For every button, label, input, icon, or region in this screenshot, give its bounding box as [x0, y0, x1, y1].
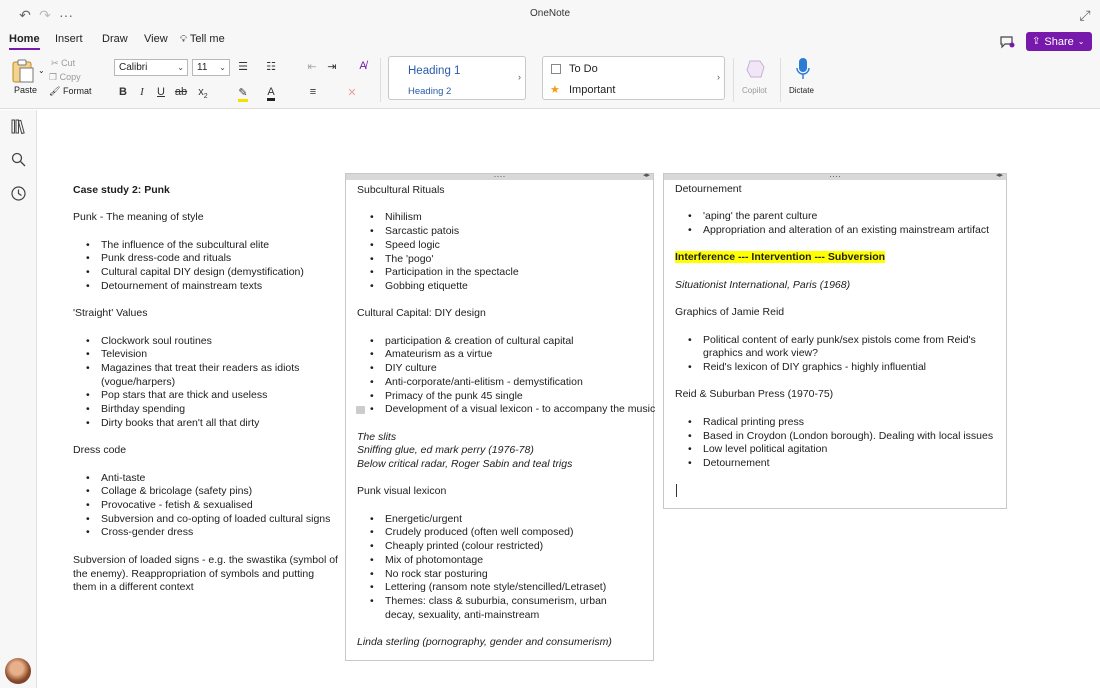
- tab-insert[interactable]: Insert: [55, 33, 83, 45]
- note-paragraph: Punk - The meaning of style: [73, 211, 204, 224]
- resize-handle-icon[interactable]: ◂▸: [642, 172, 650, 179]
- bullet-list: [357, 513, 653, 623]
- font-family-select[interactable]: Calibri ⌄: [114, 59, 188, 76]
- bullet-list: [357, 211, 653, 293]
- paste-label[interactable]: Paste: [14, 85, 38, 95]
- list-item: • Provocative - fetish & sexualised: [101, 499, 338, 513]
- list-item: • Clockwork soul routines: [101, 335, 338, 349]
- font-size-select[interactable]: 11 ⌄: [192, 59, 230, 76]
- list-item: • The influence of the subcultural elite: [101, 239, 338, 253]
- tab-draw[interactable]: Draw: [102, 33, 128, 45]
- list-item: • Anti-taste: [101, 472, 338, 486]
- container-drag-handle[interactable]: [664, 171, 1006, 181]
- list-item: • Cheaply printed (colour restricted): [385, 540, 653, 554]
- list-item: • Political content of early punk/sex pistols come from Reid's graphics and work view?: [703, 334, 983, 361]
- list-item: • Mix of photomontage: [385, 554, 653, 568]
- page-title: Case study 2: Punk: [73, 184, 170, 196]
- tell-me-label: Tell me: [189, 33, 225, 45]
- list-item: • No rock star posturing: [385, 568, 653, 582]
- paste-icon[interactable]: [11, 58, 35, 84]
- bullet-list: [357, 334, 656, 417]
- format-painter-button[interactable]: 🖌︎ Format: [49, 86, 92, 96]
- list-item: • DIY culture: [385, 362, 653, 376]
- scissors-icon: ✂︎: [51, 58, 59, 68]
- resize-handle-icon[interactable]: ◂▸: [995, 172, 1003, 179]
- note-paragraph: Linda sterling (pornography, gender and consumerism): [357, 636, 612, 649]
- list-item: • Punk dress-code and rituals: [101, 252, 338, 266]
- underline-button[interactable]: U: [157, 86, 165, 98]
- note-paragraph: Subcultural Rituals: [357, 184, 445, 196]
- bullet-list: [73, 335, 338, 431]
- cut-button[interactable]: ✂︎ Cut: [51, 58, 76, 68]
- lightbulb-icon: 💡︎: [180, 34, 187, 45]
- title-bar: [0, 0, 1100, 30]
- list-item: • Radical printing press: [703, 416, 1005, 430]
- tab-home[interactable]: Home: [9, 33, 40, 45]
- list-item: • Cultural capital DIY design (demystification): [101, 266, 338, 280]
- list-item: • Collage & bricolage (safety pins): [101, 485, 338, 499]
- ribbon-toolbar: [0, 52, 1100, 109]
- numbered-list-icon[interactable]: ☷: [266, 61, 276, 73]
- avatar[interactable]: [5, 658, 31, 684]
- tell-me-search[interactable]: [180, 33, 225, 45]
- ribbon-divider: [380, 58, 381, 102]
- styles-gallery[interactable]: [388, 56, 526, 100]
- note-paragraph: Below critical radar, Roger Sabin and teal trigs: [357, 458, 573, 470]
- list-item: • Themes: class & suburbia, consumerism, urban decay, sexuality, anti-mainstream: [385, 595, 635, 622]
- list-item: • Birthday spending: [101, 403, 338, 417]
- list-item: • Energetic/urgent: [385, 513, 653, 527]
- list-item: • Low level political agitation: [703, 443, 1005, 457]
- list-item: • Magazines that treat their readers as idiots (vogue/harpers): [101, 362, 338, 389]
- note-paragraph: Cultural Capital: DIY design: [357, 307, 486, 320]
- strikethrough-button[interactable]: ab: [174, 86, 188, 98]
- copilot-label[interactable]: Copilot: [742, 86, 767, 95]
- copy-button[interactable]: ❐ Copy: [49, 72, 81, 82]
- bullet-list-icon[interactable]: ☰: [238, 61, 248, 73]
- share-button[interactable]: [1026, 32, 1092, 51]
- chevron-right-icon[interactable]: ›: [518, 72, 521, 82]
- increase-indent-icon[interactable]: ⇥: [327, 61, 337, 73]
- highlight-icon[interactable]: ✎: [236, 86, 250, 99]
- copilot-icon[interactable]: [744, 58, 768, 80]
- note-column-2[interactable]: [357, 184, 656, 650]
- note-paragraph: 'Straight' Values: [73, 307, 148, 320]
- list-item: • Sarcastic patois: [385, 225, 653, 239]
- chevron-down-icon: ⌄: [219, 63, 226, 72]
- list-item: • Detournement of mainstream texts: [101, 280, 338, 294]
- container-drag-handle[interactable]: [346, 171, 653, 181]
- list-item: • Lettering (ransom note style/stencilled/Letraset): [385, 581, 653, 595]
- note-column-3[interactable]: [675, 183, 1005, 471]
- styles-pane-icon[interactable]: A̸: [359, 60, 367, 72]
- note-column-1[interactable]: [73, 184, 338, 595]
- list-item: • Speed logic: [385, 239, 653, 253]
- align-icon[interactable]: ≡: [309, 86, 317, 98]
- copy-icon: ❐: [49, 72, 58, 82]
- window-title: OneNote: [529, 8, 571, 19]
- share-label: Share: [1044, 35, 1074, 48]
- list-item: • The 'pogo': [385, 253, 653, 267]
- recent-notes-icon[interactable]: [10, 185, 27, 202]
- list-item: • Amateurism as a virtue: [385, 348, 653, 362]
- chevron-down-icon: ⌄: [1077, 37, 1085, 46]
- list-item: • Primacy of the punk 45 single: [385, 390, 653, 404]
- notebooks-icon[interactable]: [10, 118, 27, 135]
- clear-formatting-icon[interactable]: ✕: [347, 87, 357, 99]
- comments-icon[interactable]: [999, 35, 1015, 49]
- list-item: • Gobbing etiquette: [385, 280, 653, 294]
- list-item: • Cross-gender dress: [101, 526, 338, 540]
- bullet-list: [675, 334, 1005, 375]
- list-item: • participation & creation of cultural capital: [385, 335, 653, 349]
- list-item: • Participation in the spectacle: [385, 266, 653, 280]
- style-heading-2[interactable]: Heading 2: [408, 86, 452, 97]
- chevron-down-icon: ⌄: [177, 63, 184, 72]
- list-item: • Development of a visual lexicon - to accompany the music: [385, 403, 653, 417]
- note-paragraph: Detournement: [675, 183, 742, 195]
- list-item: • Pop stars that are thick and useless: [101, 389, 338, 403]
- italic-button[interactable]: I: [140, 86, 144, 98]
- ribbon-divider: [733, 58, 734, 102]
- list-item: • Appropriation and alteration of an existing mainstream artifact: [703, 224, 1005, 238]
- dictate-label[interactable]: Dictate: [789, 86, 814, 95]
- highlighted-text: Interference --- Intervention --- Subversion: [675, 251, 886, 264]
- bullet-list: [73, 239, 338, 294]
- note-paragraph: Subversion of loaded signs - e.g. the swastika (symbol of the enemy). Reappropriation of symbols and putting them in a different context: [73, 553, 338, 594]
- note-paragraph: Reid & Suburban Press (1970-75): [675, 388, 834, 401]
- text-cursor: [676, 484, 677, 497]
- more-options-icon[interactable]: ···: [59, 7, 73, 23]
- list-item: • 'aping' the parent culture: [703, 210, 1005, 224]
- drag-dots-icon: ····: [829, 171, 841, 181]
- bold-button[interactable]: B: [119, 86, 127, 98]
- list-item: • Television: [101, 348, 338, 362]
- style-heading-1[interactable]: Heading 1: [408, 65, 461, 77]
- list-item: • Subversion and co-opting of loaded cultural signs: [101, 513, 338, 527]
- microphone-icon[interactable]: [795, 57, 811, 81]
- note-paragraph: Dress code: [73, 444, 127, 457]
- note-paragraph: The slits: [357, 430, 397, 443]
- list-item: • Based in Croydon (London borough). Dealing with local issues: [703, 430, 1005, 444]
- tag-important[interactable]: ★ Important: [550, 84, 616, 96]
- list-item: • Dirty books that aren't all that dirty: [101, 417, 338, 431]
- checkbox-icon: [551, 64, 561, 74]
- redo-icon[interactable]: ↷: [39, 6, 51, 23]
- ribbon-divider: [780, 58, 781, 102]
- note-paragraph: Graphics of Jamie Reid: [675, 306, 785, 319]
- search-icon[interactable]: [10, 151, 27, 168]
- window-resize-icon[interactable]: ⤢: [1079, 6, 1091, 23]
- tab-view[interactable]: View: [144, 33, 168, 45]
- bullet-list: [73, 472, 338, 541]
- list-item: • Crudely produced (often well composed): [385, 526, 653, 540]
- star-icon: ★: [550, 84, 560, 96]
- tags-gallery[interactable]: [542, 56, 725, 100]
- drag-dots-icon: ····: [493, 171, 506, 181]
- decrease-indent-icon[interactable]: ⇤: [307, 61, 317, 73]
- share-icon: ⇪: [1032, 36, 1041, 47]
- subscript-button[interactable]: $x_2$: [198, 86, 208, 101]
- paste-dropdown-icon[interactable]: ⌄: [38, 66, 45, 75]
- format-painter-icon: 🖌︎: [49, 86, 61, 96]
- list-item: • Nihilism: [385, 211, 653, 225]
- note-paragraph: Sniffing glue, ed mark perry (1976-78): [357, 444, 534, 457]
- bullet-list: [675, 416, 1005, 471]
- ribbon-tabs: [0, 30, 1100, 52]
- font-color-icon[interactable]: A: [264, 86, 278, 98]
- note-paragraph: Punk visual lexicon: [357, 485, 447, 498]
- list-item: • Detournement: [703, 457, 1005, 471]
- paragraph-handle-icon[interactable]: [356, 406, 365, 414]
- tag-todo[interactable]: To Do: [569, 63, 598, 75]
- bullet-list: [675, 210, 1005, 237]
- list-item: • Anti-corporate/anti-elitism - demystification: [385, 376, 653, 390]
- list-item: • Reid's lexicon of DIY graphics - highly influential: [703, 361, 1005, 375]
- undo-icon[interactable]: ↶: [19, 6, 31, 23]
- note-paragraph: Situationist International, Paris (1968): [675, 278, 851, 291]
- chevron-right-icon[interactable]: ›: [717, 72, 720, 82]
